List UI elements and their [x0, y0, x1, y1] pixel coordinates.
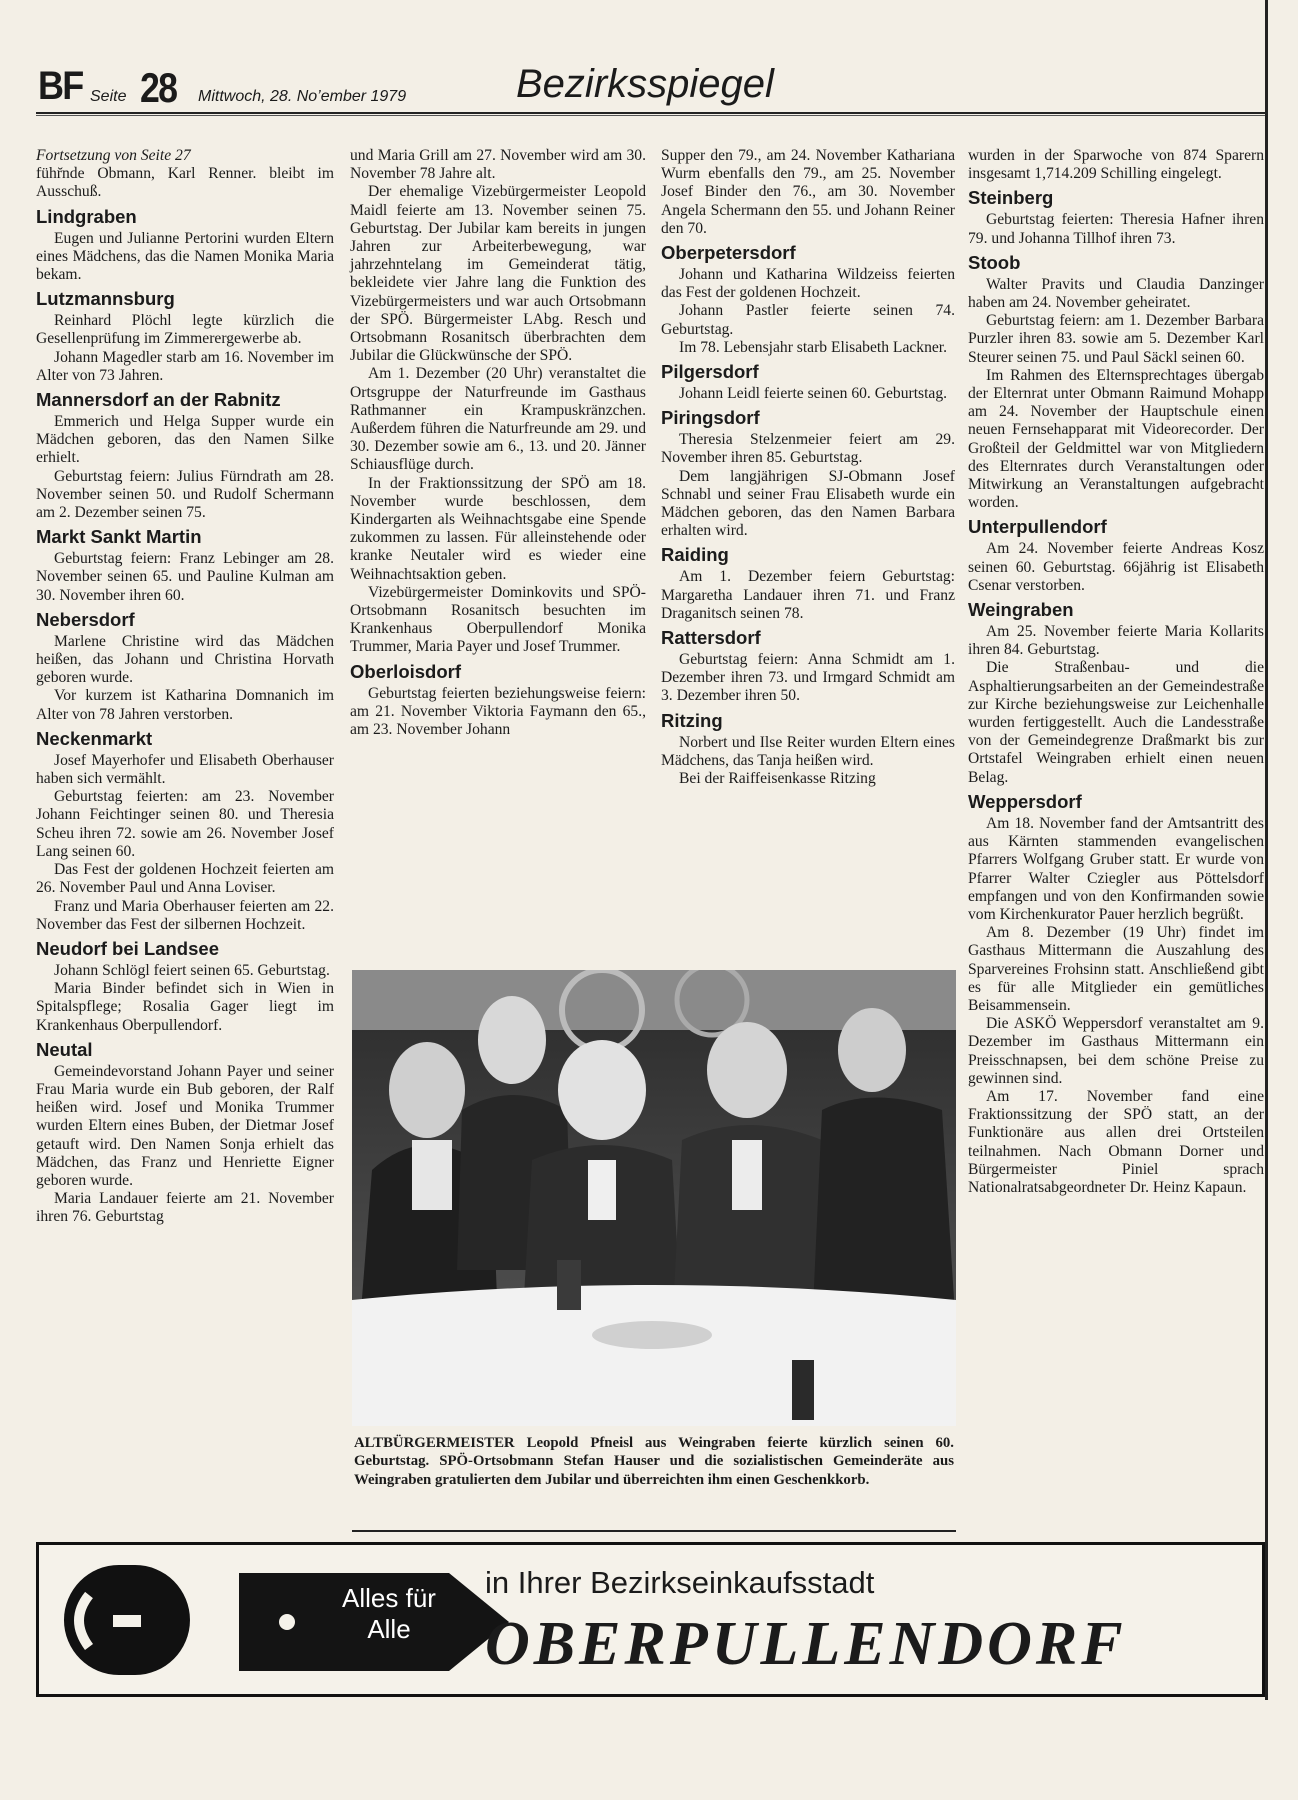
- village-heading: Rattersdorf: [661, 627, 761, 649]
- article-paragraph: Am 1. Dezember feiern Geburtstag: Margaretha Landauer ihren 71. und Franz Draganitsch seinen 78.: [661, 568, 955, 622]
- article-paragraph: Franz und Maria Oberhauser feierten am 22. November das Fest der silbernen Hochzeit.: [36, 897, 334, 933]
- village-heading: Neutal: [36, 1038, 93, 1060]
- village-heading: Markt Sankt Martin: [36, 526, 202, 548]
- advertisement: [36, 1542, 1265, 1697]
- section-title: Bezirksspiegel: [516, 62, 774, 106]
- village-heading: Piringsdorf: [661, 407, 760, 429]
- village-heading: Steinberg: [968, 187, 1054, 209]
- article-paragraph: Dem langjährigen SJ-Obmann Josef Schnabl und seiner Frau Elisabeth wurde ein Mädchen geboren, das den Namen Barbara erhalten wird.: [661, 467, 955, 540]
- group-photo-illustration: [352, 970, 956, 1426]
- article-paragraph: Im Rahmen des Elternsprechtages übergab der Elternrat unter Obmann Raimund Mohapp am 24. November der Hauptschule einen neuen Fernsehapparat mit Videorecorder. Der Großteil der Geldmittel war von Mitgliedern des Elternrates durch Veranstaltungen oder Mitwirkung an Veranstaltungen aufgebracht worden.: [968, 366, 1264, 512]
- article-paragraph: Am 8. Dezember (19 Uhr) findet im Gasthaus Mittermann die Auszahlung des Sparvereines Frohsinn statt. Anschließend gibt es für alle Mitglieder ein gemütliches Beisammensein.: [968, 924, 1264, 1014]
- village-heading: Stoob: [968, 251, 1021, 273]
- article-paragraph: Johann Magedler starb am 16. November im Alter von 73 Jahren.: [36, 348, 334, 384]
- column-4: [968, 147, 1264, 1197]
- article-paragraph: Geburtstag feiern: am 1. Dezember Barbara Purzler ihren 83. sowie am 5. Dezember Karl Steurer seinen 75. und Paul Säckl seinen 60.: [968, 312, 1264, 366]
- photo-caption: ALTBÜRGERMEISTER Leopold Pfneisl aus Weingraben feierte kürzlich seinen 60. Geburtstag. SPÖ-Ortsobmann Stefan Hauser und die sozialistischen Gemeinderäte aus Weingraben gratulierten dem Jubilar und überreichten ihm einen Geschenkkorb.: [354, 1435, 954, 1488]
- ad-slogan: in Ihrer Bezirkseinkaufsstadt: [485, 1565, 875, 1600]
- village-heading: Lindgraben: [36, 205, 137, 227]
- ad-tag-text: Alles für Alle: [342, 1583, 436, 1644]
- village-heading: Ritzing: [661, 709, 723, 731]
- issue-date: Mittwoch, 28. No’ember 1979: [198, 88, 407, 105]
- village-heading: Weingraben: [968, 599, 1074, 621]
- masthead-rule: [36, 112, 1268, 114]
- article-paragraph: Im 78. Lebensjahr starb Elisabeth Lackner.: [679, 338, 948, 356]
- article-paragraph: Geburtstag feiern: Anna Schmidt am 1. Dezember ihren 73. und Irmgard Schmidt am 3. Dezember ihren 50.: [661, 651, 955, 705]
- village-heading: Oberloisdorf: [350, 660, 462, 682]
- article-paragraph: Johann und Katharina Wildzeiss feierten das Fest der goldenen Hochzeit.: [661, 266, 955, 302]
- article-paragraph: Geburtstag feierten: am 23. November Johann Feichtinger seinen 80. und Theresia Scheu ihren 72. sowie am 26. November Josef Lang seinen 60.: [36, 788, 334, 860]
- article-paragraph: Am 18. November fand der Amtsantritt des aus Kärnten stammenden evangelischen Pfarrers Wolfgang Gruber statt. Er wurde von Pfarrer Walter Cziegler aus Pöttelsdorf empfangen und von den Konfirmanden sowie vom Kirchenkurator Pauer herzlich begrüßt.: [968, 814, 1264, 923]
- article-paragraph: Geburtstag feiern: Franz Lebinger am 28. November seinen 65. und Pauline Kulman am 30. November ihren 60.: [36, 550, 334, 604]
- page-number: 28: [140, 64, 177, 111]
- article-paragraph: Norbert und Ilse Reiter wurden Eltern eines Mädchens, das Tanja heißen wird.: [661, 733, 955, 769]
- article-paragraph: Am 1. Dezember (20 Uhr) veranstaltet die Ortsgruppe der Naturfreunde im Gasthaus Rathmanner ein Krampuskränzchen. Außerdem führen die Naturfreunde am 29. und 30. Dezember sowie am 6., 13. und 20. Jänner Schiausflüge durch.: [350, 365, 646, 474]
- article-paragraph: Am 17. November fand eine Fraktionssitzung der SPÖ statt, an der Funktionäre aus allen drei Ortsteilen teilnahmen. Nach Obmann Dorner und Bürgermeister Piniel sprach Nationalratsabgeordneter Dr. Heinz Kapaun.: [968, 1087, 1264, 1196]
- article-paragraph: Am 24. November feierte Andreas Kosz seinen 60. Geburtstag. 66jährig ist Elisabeth Csenar verstorben.: [968, 540, 1264, 594]
- village-heading: Neudorf bei Landsee: [36, 937, 219, 959]
- article-paragraph: Eugen und Julianne Pertorini wurden Eltern eines Mädchens, das die Namen Monika Maria bekam.: [36, 229, 334, 284]
- column-1: [36, 147, 334, 1227]
- village-heading: Raiding: [661, 544, 729, 566]
- village-heading: Pilgersdorf: [661, 361, 759, 383]
- article-paragraph: Supper den 79., am 24. November Kathariana Wurm ebenfalls den 79., am 25. November Josef Binder den 76., am 30. November Angela Schermann den 55. und Johann Reiner den 70.: [661, 147, 955, 237]
- article-paragraph: Theresia Stelzenmeier feiert am 29. November ihren 85. Geburtstag.: [661, 431, 955, 467]
- page-label: Seite: [90, 88, 127, 105]
- village-heading: Oberpetersdorf: [661, 242, 796, 264]
- article-paragraph: Vizebürgermeister Dominkovits und SPÖ-Ortsobmann Rosanitsch besuchten im Krankenhaus Oberpullendorf Monika Trummer, Maria Payer und Josef Trummer.: [350, 583, 646, 656]
- masthead: [36, 58, 1268, 118]
- article-paragraph: Bei der Raiffeisenkasse Ritzing: [679, 770, 876, 788]
- article-paragraph: wurden in der Sparwoche von 874 Sparern insgesamt 1,714.209 Schilling eingelegt.: [968, 147, 1264, 183]
- article-paragraph: Maria Landauer feierte am 21. November ihren 76. Geburtstag: [36, 1190, 334, 1226]
- article-paragraph: Das Fest der goldenen Hochzeit feierten am 26. November Paul und Anna Loviser.: [36, 861, 334, 897]
- article-paragraph: Geburtstag feiern: Julius Fürndrath am 28. November seinen 50. und Rudolf Schermann am 2. Dezember seinen 75.: [36, 467, 334, 522]
- village-heading: Neckenmarkt: [36, 727, 153, 749]
- masthead-rule-thin: [36, 115, 1268, 116]
- article-paragraph: Johann Leidl feierte seinen 60. Geburtstag.: [679, 385, 948, 403]
- masthead-logo: BF: [38, 64, 83, 108]
- article-paragraph: Maria Binder befindet sich in Wien in Spitalspflege; Rosalia Gager liegt im Krankenhaus Oberpullendorf.: [36, 980, 334, 1034]
- article-paragraph: Vor kurzem ist Katharina Domnanich im Alter von 78 Jahren verstorben.: [36, 687, 334, 723]
- column-3: [661, 147, 955, 788]
- village-heading: Nebersdorf: [36, 608, 135, 630]
- article-paragraph: Am 25. November feierte Maria Kollarits ihren 84. Geburtstag.: [968, 623, 1264, 659]
- oberpullendorf-logo-icon: [49, 1555, 209, 1685]
- village-heading: Lutzmannsburg: [36, 288, 175, 310]
- column-2: [350, 147, 646, 739]
- article-paragraph: In der Fraktionssitzung der SPÖ am 18. November wurde beschlossen, dem Kindergarten als Weihnachtsgabe eine Spende zukommen zu lassen. Für alleinstehende oder kranke Neutaler wird es wieder eine Weihnachtsaktion geben.: [350, 474, 646, 583]
- article-paragraph: Geburtstag feierten: Theresia Hafner ihren 79. und Johanna Tillhof ihren 73.: [968, 211, 1264, 247]
- article-paragraph: Emmerich und Helga Supper wurde ein Mädchen geboren, das den Namen Silke erhielt.: [36, 413, 334, 467]
- article-paragraph: und Maria Grill am 27. November wird am 30. November 78 Jahre alt.: [350, 147, 646, 183]
- news-photo: [352, 970, 956, 1426]
- article-paragraph: Die ASKÖ Weppersdorf veranstaltet am 9. Dezember im Gasthaus Mittermann ein Preisschnapsen, bei dem schöne Preise zu gewinnen sind.: [968, 1015, 1264, 1087]
- article-paragraph: Marlene Christine wird das Mädchen heißen, das Johann und Christina Horvath geboren wurde.: [36, 632, 334, 687]
- article-paragraph: Josef Mayerhofer und Elisabeth Oberhauser haben sich vermählt.: [36, 751, 334, 788]
- village-heading: Mannersdorf an der Rabnitz: [36, 389, 281, 411]
- village-heading: Unterpullendorf: [968, 516, 1107, 538]
- article-paragraph: Gemeindevorstand Johann Payer und seiner Frau Maria wurde ein Bub geboren, der Ralf heißen wird. Josef und Monika Trummer wurden Eltern eines Buben, der Dietmar Josef getauft wird. Den Namen Sonja erhielt das Mädchen, das Franz und Henriette Eigner geboren wurde.: [36, 1062, 334, 1189]
- right-border-rule: [1265, 0, 1268, 1700]
- article-paragraph: Johann Schlögl feiert seinen 65. Geburtstag.: [54, 961, 330, 979]
- continuation-note: Fortsetzung von Seite 27: [36, 147, 191, 164]
- caption-rule: [352, 1530, 956, 1532]
- article-paragraph: Die Straßenbau- und die Asphaltierungsarbeiten an der Gemeindestraße zur Kirche beziehungsweise zur Leichenhalle wurden fertiggestellt. Auch die Landesstraße von der Gemeindegrenze Draßmarkt bis zur Ortstafel Weingraben erhielt einen neuen Belag.: [968, 659, 1264, 786]
- article-paragraph: Reinhard Plöchl legte kürzlich die Gesellenprüfung im Zimmerergewerbe ab.: [36, 312, 334, 348]
- article-paragraph: Der ehemalige Vizebürgermeister Leopold Maidl feierte am 13. November seinen 75. Geburtstag. Der Jubilar kam bereits in jungen Jahren zur Arbeiterbewegung, war jahrzehntelang im Gemeinderat tätig, bekleidete vier Jahre lang die Funktion des Vizebürgermeisters und war auch Ortsobmann der SPÖ. Bürgermeister LAbg. Resch und Ortsobmann Rosanitsch überbrachten dem Jubilar die Glückwünsche der SPÖ.: [350, 183, 646, 365]
- article-paragraph: Walter Pravits und Claudia Danzinger haben am 24. November geheiratet.: [968, 275, 1264, 312]
- ad-town-name: OBERPULLENDORF: [485, 1610, 1127, 1678]
- article-paragraph: Johann Pastler feierte seinen 74. Geburtstag.: [661, 302, 955, 338]
- village-heading: Weppersdorf: [968, 790, 1082, 812]
- article-paragraph: Geburtstag feierten beziehungsweise feiern: am 21. November Viktoria Faymann den 65., am 23. November Johann: [350, 684, 646, 739]
- article-paragraph: führ̆nde Obmann, Karl Renner. bleibt im Ausschuß.: [36, 165, 334, 201]
